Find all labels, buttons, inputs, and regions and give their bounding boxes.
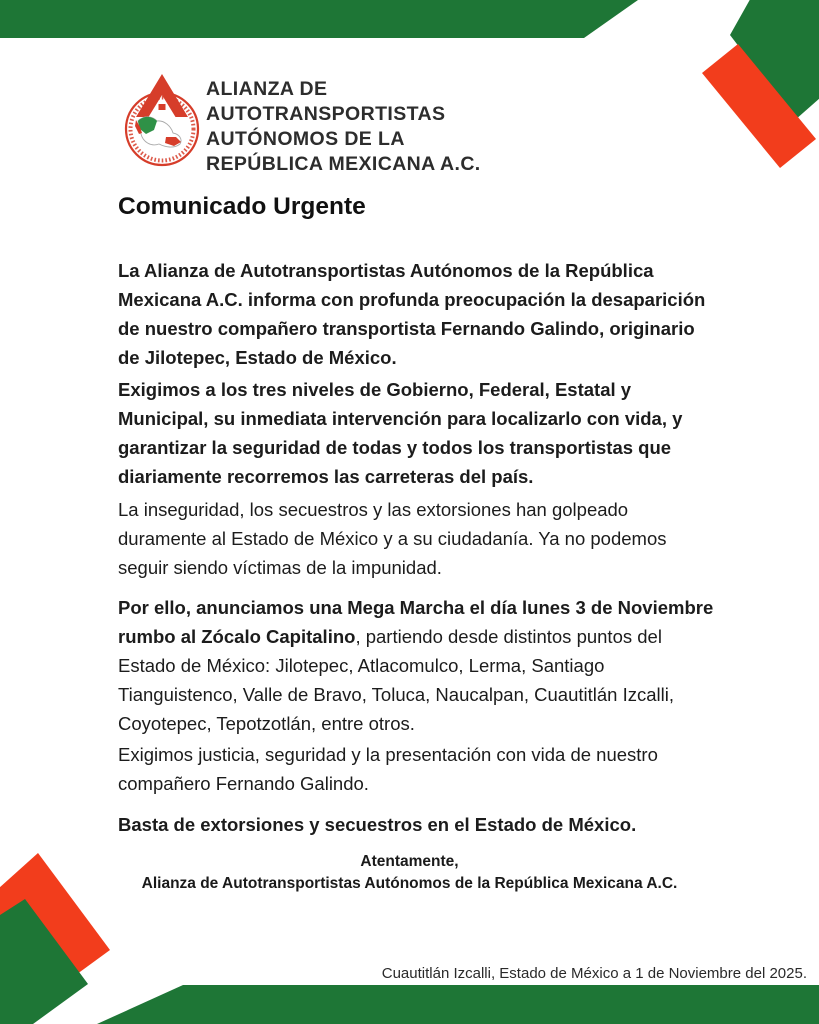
- document-title: Comunicado Urgente: [118, 193, 366, 220]
- org-logo: [116, 71, 206, 168]
- org-name-line: ALIANZA DE: [206, 78, 328, 100]
- signature-org-name: Alianza de Autotransportistas Autónomos de la República Mexicana A.C.: [141, 875, 678, 892]
- paragraph-5: Exigimos justicia, seguridad y la presentación con vida de nuestro compañero Fernando Galindo.: [118, 743, 658, 794]
- logo-a-crossbar: [159, 104, 166, 110]
- date-line: Cuautitlán Izcalli, Estado de México a 1 de Noviembre del 2025.: [381, 965, 807, 982]
- org-name-line: AUTÓNOMOS DE LA: [206, 128, 405, 150]
- paragraph-3: La inseguridad, los secuestros y las extorsiones han golpeado duramente al Estado de México y a su ciudadanía. Ya no podemos seguir siendo víctimas de la impunidad.: [118, 498, 667, 578]
- paragraph-1: La Alianza de Autotransportistas Autónomos de la República Mexicana A.C. informa con profunda preocupación la desaparición de nuestro compañero transportista Fernando Galindo, originario de Jilotepec, Estado de México.: [118, 259, 706, 368]
- paragraph-4-regular-part: , partiendo desde distintos puntos del Estado de México: Jilotepec, Atlacomulco, Lerma, Santiago Tianguistenco, Valle de Bravo, Toluca, Naucalpan, Cuautitlán Izcalli, Coyotepec, Tepotzotlán, entre otros.: [118, 625, 675, 734]
- signature-block: [0, 851, 819, 895]
- org-name-line: REPÚBLICA MEXICANA A.C.: [206, 153, 481, 175]
- paragraph-4: [118, 593, 718, 738]
- paragraph-2: Exigimos a los tres niveles de Gobierno, Federal, Estatal y Municipal, su inmediata intervención para localizarlo con vida, y garantizar la seguridad de todas y todos los transportistas que diariamente recorremos las carreteras del país.: [118, 378, 683, 487]
- org-name: [206, 77, 481, 177]
- paragraph-4-bold-part: Por ello, anunciamos una Mega Marcha el día lunes 3 de Noviembre rumbo al Zócalo Capitalino: [118, 596, 714, 647]
- org-name-line: AUTOTRANSPORTISTAS: [206, 103, 446, 125]
- paragraph-6: Basta de extorsiones y secuestros en el Estado de México.: [118, 813, 637, 835]
- signature-salutation: Atentamente,: [360, 853, 459, 870]
